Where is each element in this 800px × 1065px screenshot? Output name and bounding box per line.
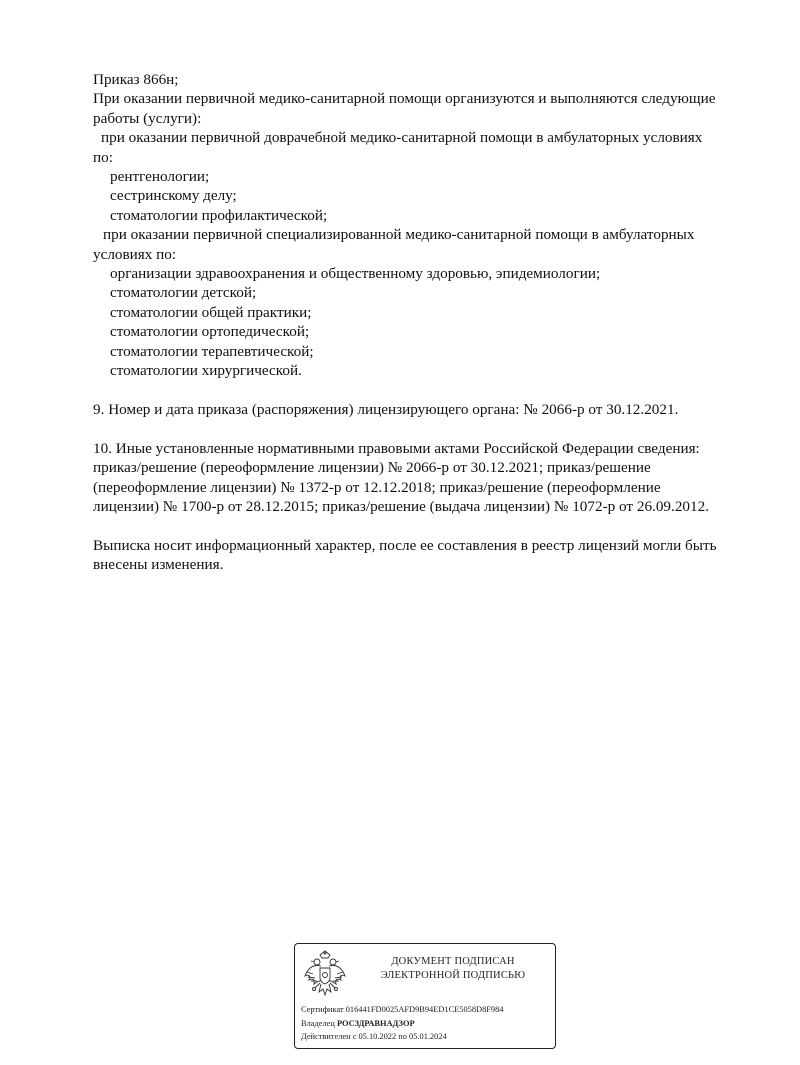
certificate-label: Сертификат	[301, 1005, 344, 1014]
item-10-line: приказ/решение (переоформление лицензии) № 2066-р от 30.12.2021; приказ/решение	[93, 459, 651, 477]
owner-value: РОСЗДРАВНАДЗОР	[336, 1018, 415, 1028]
list-item: рентгенологии;	[110, 168, 210, 186]
validity-value: с 05.10.2022 по 05.01.2024	[352, 1032, 447, 1041]
validity-row	[301, 1030, 503, 1044]
certificate-value: 016441FD0025AFD9B94ED1CE5058D8F984	[345, 1005, 504, 1014]
list-item: стоматологии общей практики;	[110, 303, 312, 321]
list-item: организации здравоохранения и общественному здоровью, эпидемиологии;	[110, 265, 601, 283]
stamp-details	[301, 1003, 503, 1044]
text-line: Приказ 866н;	[93, 71, 179, 88]
coat-of-arms-icon	[303, 950, 347, 1000]
list-item: стоматологии терапевтической;	[110, 342, 314, 360]
list-item: стоматологии детской;	[110, 284, 257, 302]
subsection-intro: по:	[93, 148, 113, 166]
stamp-title-line: ДОКУМЕНТ ПОДПИСАН	[391, 956, 515, 967]
subsection-intro: условиях по:	[93, 245, 177, 263]
document-body	[93, 70, 758, 575]
certificate-row	[301, 1003, 503, 1017]
text-line: При оказании первичной медико-санитарной помощи организуются и выполняются следующие	[93, 90, 716, 108]
validity-label: Действителен	[301, 1032, 351, 1041]
item-10-line: 10. Иные установленные нормативными правовыми актами Российской Федерации сведения:	[93, 439, 700, 457]
list-item: сестринскому делу;	[110, 187, 237, 205]
item-10-line: лицензии) № 1700-р от 28.12.2015; приказ/решение (выдача лицензии) № 1072-р от 26.09.2012.	[93, 497, 709, 515]
owner-label: Владелец	[301, 1018, 335, 1028]
item-9	[93, 400, 758, 419]
disclaimer-note	[93, 536, 758, 575]
note-line: внесены изменения.	[93, 556, 224, 574]
item-10-line: (переоформление лицензии) № 1372-р от 12.12.2018; приказ/решение (переоформление	[93, 478, 661, 496]
text-line: работы (услуги):	[93, 109, 202, 127]
item-10	[93, 439, 758, 517]
subsection-intro: при оказании первичной специализированной медико-санитарной помощи в амбулаторных	[103, 226, 695, 244]
list-item: стоматологии ортопедической;	[110, 323, 310, 341]
list-item: стоматологии хирургической.	[110, 362, 302, 380]
electronic-signature-stamp	[294, 943, 556, 1049]
stamp-title	[355, 955, 551, 983]
item-9-text: 9. Номер и дата приказа (распоряжения) лицензирующего органа: № 2066-р от 30.12.2021.	[93, 400, 679, 418]
note-line: Выписка носит информационный характер, после ее составления в реестр лицензий могли быть	[93, 536, 717, 554]
stamp-title-line: ЭЛЕКТРОННОЙ ПОДПИСЬЮ	[380, 970, 526, 981]
subsection-intro: при оказании первичной доврачебной медико-санитарной помощи в амбулаторных условиях	[101, 129, 703, 147]
list-item: стоматологии профилактической;	[110, 206, 328, 224]
owner-row	[301, 1017, 503, 1031]
